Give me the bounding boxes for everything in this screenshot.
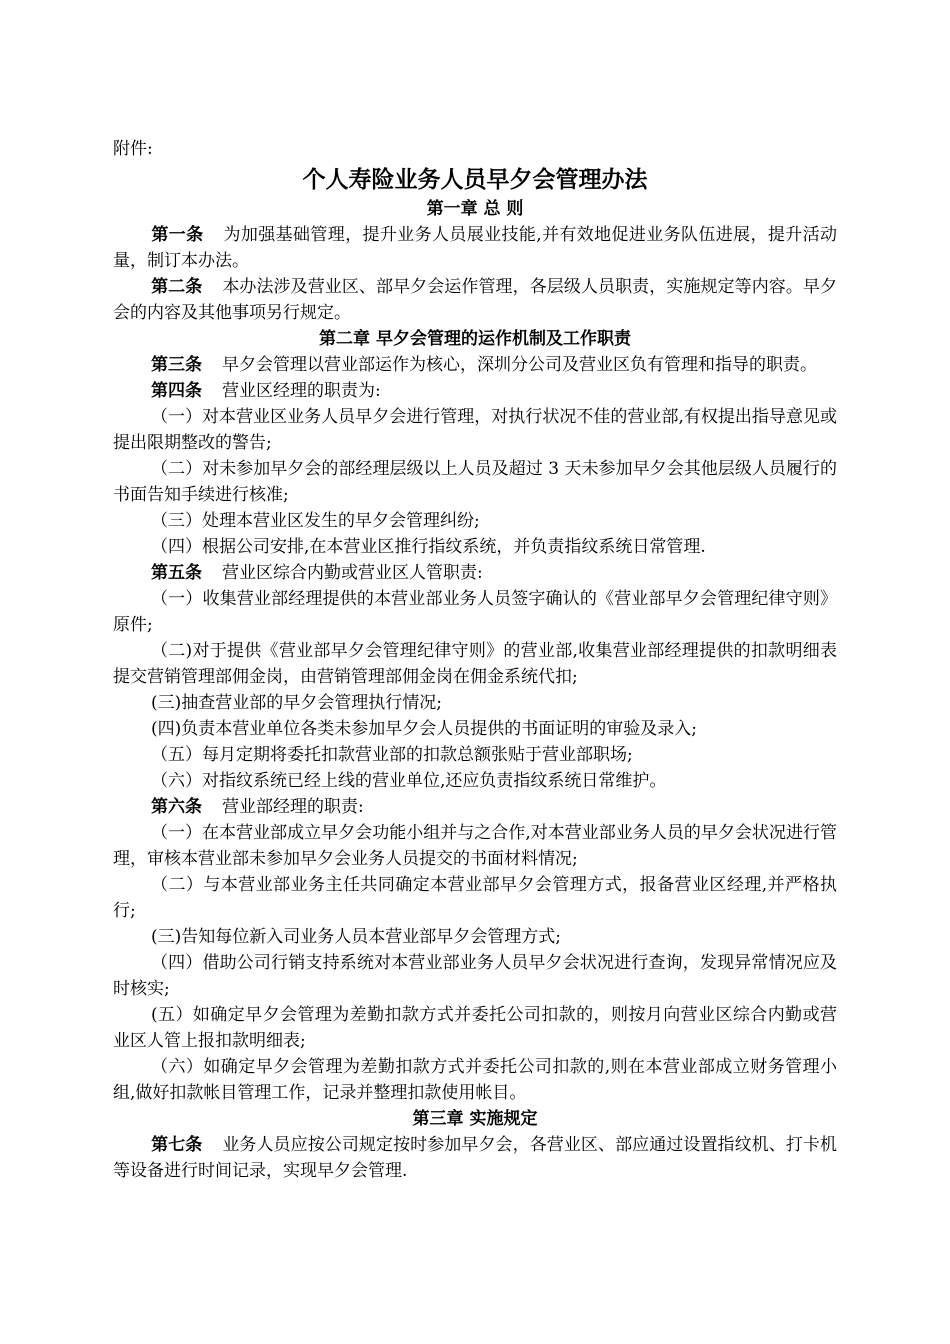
article-3-number: 第三条	[151, 355, 202, 375]
article-5-item-1: （一）收集营业部经理提供的本营业部业务人员签字确认的《营业部早夕会管理纪律守则》原件;	[113, 589, 837, 635]
article-6-item-3: (三)告知每位新入司业务人员本营业部早夕会管理方式;	[151, 927, 561, 947]
chapter-1-heading: 第一章 总 则	[426, 199, 524, 219]
attachment-label: 附件:	[113, 139, 153, 159]
article-2	[113, 274, 837, 326]
article-4	[113, 378, 837, 404]
document-page	[113, 136, 837, 1184]
article-5-item-5: （五）每月定期将委托扣款营业部的扣款总额张贴于营业部职场;	[151, 745, 633, 765]
article-4-item-1: （一）对本营业区业务人员早夕会进行管理，对执行状况不佳的营业部,有权提出指导意见或提出限期整改的警告;	[113, 407, 837, 453]
chapter-3-heading: 第三章 实施规定	[412, 1109, 538, 1129]
article-5	[113, 560, 837, 586]
article-6-item-6: （六）如确定早夕会管理为差勤扣款方式并委托公司扣款的,则在本营业部成立财务管理小组,做好扣款帐目管理工作，记录并整理扣款使用帐目。	[113, 1057, 837, 1103]
article-5-item-3: (三)抽查营业部的早夕会管理执行情况;	[151, 693, 442, 713]
article-6-text: 营业部经理的职责:	[222, 797, 364, 817]
article-5-item-4: (四)负责本营业单位各类未参加早夕会人员提供的书面证明的审验及录入;	[151, 719, 697, 739]
article-7	[113, 1132, 837, 1184]
article-5-item-6: （六）对指纹系统已经上线的营业单位,还应负责指纹系统日常维护。	[151, 771, 667, 791]
article-2-text: 本办法涉及营业区、部早夕会运作管理，各层级人员职责，实施规定等内容。早夕会的内容及其他事项另行规定。	[113, 277, 838, 323]
article-6-item-1: （一）在本营业部成立早夕会功能小组并与之合作,对本营业部业务人员的早夕会状况进行管理，审核本营业部未参加早夕会业务人员提交的书面材料情况;	[113, 823, 837, 869]
article-1-text: 为加强基础管理，提升业务人员展业技能,并有效地促进业务队伍进展，提升活动量，制订本办法。	[113, 225, 837, 271]
article-5-number: 第五条	[151, 563, 202, 583]
article-6-item-2: （二）与本营业部业务主任共同确定本营业部早夕会管理方式，报备营业区经理,并严格执行;	[113, 875, 837, 921]
article-6-item-5: (五）如确定早夕会管理为差勤扣款方式并委托公司扣款的，则按月向营业区综合内勤或营业区人管上报扣款明细表;	[113, 1005, 837, 1051]
article-4-item-3: （三）处理本营业区发生的早夕会管理纠纷;	[151, 511, 480, 531]
article-7-text: 业务人员应按公司规定按时参加早夕会，各营业区、部应通过设置指纹机、打卡机等设备进行时间记录，实现早夕会管理.	[113, 1135, 838, 1181]
article-7-number: 第七条	[151, 1135, 203, 1155]
article-1	[113, 222, 837, 274]
article-6	[113, 794, 837, 820]
article-6-item-4: （四）借助公司行销支持系统对本营业部业务人员早夕会状况进行查询，发现异常情况应及时核实;	[113, 953, 837, 999]
article-1-number: 第一条	[151, 225, 204, 245]
document-title: 个人寿险业务人员早夕会管理办法	[302, 166, 648, 193]
article-4-item-2: （二）对未参加早夕会的部经理层级以上人员及超过 3 天未参加早夕会其他层级人员履行的书面告知手续进行核准;	[113, 459, 837, 505]
article-4-number: 第四条	[151, 381, 202, 401]
article-6-number: 第六条	[151, 797, 202, 817]
chapter-2-heading: 第二章 早夕会管理的运作机制及工作职责	[319, 329, 631, 349]
article-3-text: 早夕会管理以营业部运作为核心，深圳分公司及营业区负有管理和指导的职责。	[222, 355, 817, 375]
article-4-text: 营业区经理的职责为:	[222, 381, 381, 401]
article-5-text: 营业区综合内勤或营业区人管职责:	[222, 563, 483, 583]
article-4-item-4: （四）根据公司安排,在本营业区推行指纹系统，并负责指纹系统日常管理.	[151, 537, 706, 557]
article-5-item-2: （二)对于提供《营业部早夕会管理纪律守则》的营业部,收集营业部经理提供的扣款明细表提交营销管理部佣金岗，由营销管理部佣金岗在佣金系统代扣;	[113, 641, 837, 687]
article-3	[113, 352, 837, 378]
article-2-number: 第二条	[151, 277, 203, 297]
